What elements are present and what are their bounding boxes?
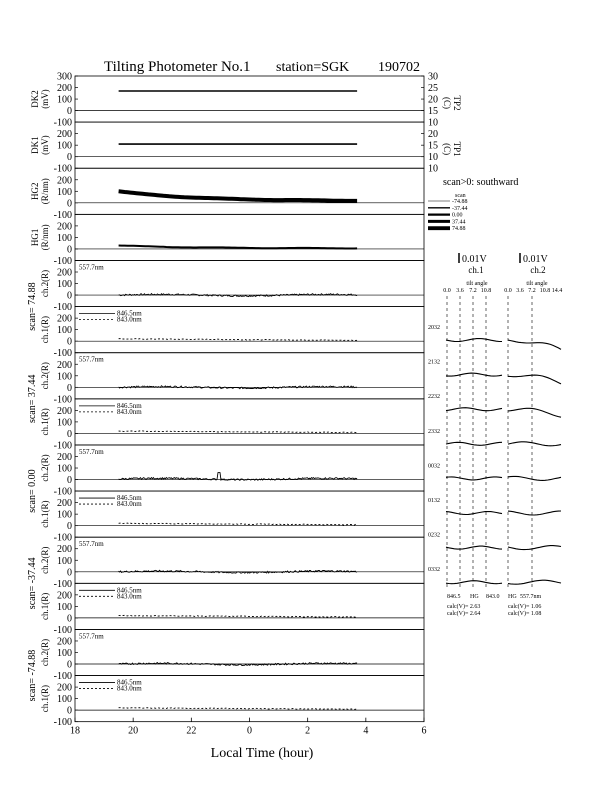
y-tick-label: -100: [53, 255, 72, 267]
chart-title: Tilting Photometer No.1: [104, 59, 251, 75]
legend-label: 843.0nm: [117, 315, 142, 324]
tilt-trace-ch1: [446, 373, 502, 376]
y-axis-label: ch.1(R): [40, 592, 50, 621]
data-line: [119, 473, 358, 481]
tilt-tick-label: 3.6: [516, 288, 524, 294]
y-tick-label: -100: [53, 117, 72, 129]
y-tick-label: -100: [53, 671, 72, 683]
x-tick-label: 0: [247, 725, 252, 737]
x-tick-label: 6: [421, 725, 427, 737]
right-tick-label: 10: [428, 163, 438, 175]
tilt-trace-ch2: [508, 408, 561, 417]
panel-3: [30, 168, 424, 221]
y-tick-label: 200: [57, 682, 72, 694]
tilt-angle-panel: [428, 253, 562, 617]
panel-frame: [75, 260, 424, 306]
tilt-bottom-label: 843.0: [486, 594, 500, 600]
legend-label: 846.5nm: [117, 401, 142, 410]
tilt-tick-label: 0.0: [443, 288, 451, 294]
scan-label: scan= -74.88: [27, 649, 38, 702]
tilt-trace-ch2: [508, 546, 561, 550]
x-tick-label: 2: [305, 725, 311, 737]
y-axis-unit: (mV): [40, 135, 50, 155]
tilt-trace-ch1: [446, 477, 502, 480]
y-tick-label: 0: [67, 198, 72, 210]
y-tick-label: 100: [57, 371, 72, 383]
tilt-trace-ch2: [508, 476, 561, 480]
y-tick-label: 0: [67, 613, 72, 625]
y-tick-label: 300: [57, 71, 72, 83]
legend-label: 843.0nm: [117, 592, 142, 601]
tilt-bottom-label: HG: [470, 594, 479, 600]
tilt-tick-label: 7.2: [469, 288, 477, 294]
tilt-row-label: 2032: [428, 325, 440, 331]
wavelength-note: 557.7nm: [79, 447, 104, 456]
panel-13: [40, 629, 424, 682]
x-tick-label: 4: [363, 725, 369, 737]
tilt-tick-label: 0.0: [504, 288, 512, 294]
y-axis-label: DK1: [30, 136, 40, 154]
calc-value: calc(V)= 2.63: [447, 604, 481, 610]
tilt-trace-ch1: [446, 512, 502, 515]
ch2-label: ch.2: [530, 265, 546, 275]
date-label: 190702: [378, 60, 420, 75]
legend-label: 843.0nm: [117, 684, 142, 693]
y-tick-label: 100: [57, 140, 72, 152]
y-tick-label: -100: [53, 624, 72, 636]
y-axis-label: ch.2(R): [40, 454, 50, 482]
panel-8: [40, 399, 424, 452]
scan-label: scan= 0.00: [27, 469, 38, 513]
panel-frame: [75, 353, 424, 399]
tilt-trace-ch2: [508, 375, 561, 384]
tilt-trace-ch2: [508, 580, 561, 584]
tilt-row-label: 2132: [428, 359, 440, 366]
y-axis-label: DK2: [30, 90, 40, 108]
tilt-trace-ch2: [508, 511, 561, 515]
right-tick-label: 20: [428, 94, 438, 106]
ch1-label: ch.1: [468, 265, 484, 275]
panel-frame: [75, 537, 424, 583]
y-tick-label: 0: [67, 475, 72, 487]
tilt-tick-label: 10.8: [539, 288, 551, 294]
y-tick-label: 100: [57, 279, 72, 291]
y-tick-label: 200: [57, 636, 72, 648]
y-tick-label: 100: [57, 555, 72, 567]
tilt-row-label: 0332: [428, 567, 440, 574]
y-tick-label: 100: [57, 94, 72, 106]
scan-legend-label: 37.44: [452, 219, 466, 226]
wavelength-note: 557.7nm: [79, 263, 104, 272]
right-tick-label: 30: [428, 71, 438, 83]
data-line: [119, 523, 358, 525]
y-tick-label: -100: [53, 209, 72, 221]
legend-label: 843.0nm: [117, 500, 142, 509]
y-tick-label: 100: [57, 463, 72, 475]
tilt-row-label: 2232: [428, 394, 440, 401]
legend-label: 846.5nm: [117, 586, 142, 595]
panel-5: [40, 260, 424, 313]
y-tick-label: 0: [67, 336, 72, 348]
y-tick-label: 200: [57, 267, 72, 279]
y-tick-label: 200: [57, 359, 72, 371]
y-tick-label: -100: [53, 394, 72, 406]
y-axis-label: ch.1(R): [40, 500, 50, 528]
y-tick-label: 100: [57, 417, 72, 429]
calc-value: calc(V)= 1.08: [508, 611, 542, 617]
y-tick-label: 0: [67, 382, 72, 394]
y-tick-label: 200: [57, 129, 72, 141]
y-tick-label: 100: [57, 232, 72, 244]
scan-direction-note: scan>0: southward: [443, 177, 519, 188]
panel-7: [40, 353, 424, 406]
panel-12: [40, 583, 424, 636]
panel-14: [40, 676, 424, 729]
y-axis-unit: (R/nm): [40, 178, 50, 205]
y-tick-label: -100: [53, 486, 72, 498]
data-line: [119, 386, 358, 389]
data-line: [119, 708, 358, 710]
wavelength-note: 557.7nm: [79, 540, 104, 549]
right-tick-label: 10: [428, 152, 438, 164]
legend-label: 846.5nm: [117, 309, 142, 318]
wavelength-note: 557.7nm: [79, 355, 104, 364]
data-line: [119, 191, 358, 201]
wavelength-note: 557.7nm: [79, 632, 104, 641]
y-tick-label: 200: [57, 175, 72, 187]
tilt-trace-ch2: [508, 442, 561, 446]
calc-value: calc(V)= 2.64: [447, 611, 481, 617]
y-axis-unit: (R/nm): [40, 224, 50, 251]
y-tick-label: 200: [57, 313, 72, 325]
y-tick-label: 0: [67, 521, 72, 533]
scan-legend-label: -37.44: [452, 205, 468, 212]
tilt-trace-ch1: [446, 339, 502, 342]
scale-ch2-label: 0.01V: [523, 254, 548, 265]
y-tick-label: 200: [57, 451, 72, 463]
y-tick-label: 0: [67, 290, 72, 302]
panel-frame: [75, 445, 424, 491]
calc-value: calc(V)= 1.06: [508, 604, 542, 610]
y-tick-label: 0: [67, 244, 72, 256]
y-tick-label: 100: [57, 509, 72, 521]
scan-label: scan= 74.88: [27, 282, 38, 331]
tilt-row-label: 0232: [428, 532, 440, 539]
y-tick-label: -100: [53, 532, 72, 544]
legend-label: 846.5nm: [117, 678, 142, 687]
scan-legend-label: 0.00: [452, 212, 463, 219]
x-tick-label: 20: [128, 725, 139, 737]
right-tick-label: 20: [428, 129, 438, 141]
tilt-row-label: 2332: [428, 428, 440, 435]
station-label: station=SGK: [276, 60, 350, 75]
y-tick-label: 100: [57, 694, 72, 706]
y-axis-label: ch.1(R): [40, 408, 50, 436]
x-axis: [70, 718, 427, 737]
y-tick-label: -100: [53, 302, 72, 314]
scale-ch1-label: 0.01V: [462, 254, 487, 265]
panel-frame: [75, 76, 424, 122]
y-tick-label: 200: [57, 590, 72, 602]
y-tick-label: 200: [57, 83, 72, 95]
right-axis-label: TP2: [452, 95, 462, 111]
tilt-bottom-label: HG: [508, 594, 517, 600]
right-tick-label: 15: [428, 106, 438, 118]
y-axis-label: ch.2(R): [40, 269, 50, 298]
scan-legend-label: 74.88: [452, 226, 466, 233]
panel-6: [40, 307, 424, 360]
data-line: [119, 246, 358, 249]
scan-label: scan= 37.44: [27, 374, 38, 424]
y-tick-label: 100: [57, 601, 72, 613]
x-tick-label: 22: [186, 725, 197, 737]
y-axis-label: ch.2(R): [40, 638, 50, 667]
y-tick-label: 100: [57, 325, 72, 337]
panel-frame: [75, 629, 424, 675]
legend-label: 846.5nm: [117, 494, 142, 503]
right-axis-unit: (C): [442, 97, 452, 110]
y-tick-label: 200: [57, 405, 72, 417]
y-tick-label: -100: [53, 717, 72, 729]
y-tick-label: 200: [57, 498, 72, 510]
tilt-bottom-label: 846.5: [447, 594, 461, 600]
right-axis-label: TP1: [452, 141, 462, 157]
scan-legend: [428, 177, 518, 232]
panel-frame: [75, 122, 424, 168]
y-tick-label: 0: [67, 428, 72, 440]
tilt-tick-label: 3.6: [456, 288, 464, 294]
y-tick-label: -100: [53, 578, 72, 590]
scan-label: scan= -37.44: [27, 557, 38, 610]
y-axis-label: HG1: [30, 228, 40, 247]
tilt-row-label: 0132: [428, 498, 440, 504]
tilt-label-ch2: tilt angle: [526, 281, 548, 287]
x-tick-label: 18: [70, 725, 80, 737]
y-axis-label: ch.2(R): [40, 362, 50, 390]
data-line: [119, 615, 358, 617]
y-axis-unit: (mV): [40, 89, 50, 109]
y-tick-label: 100: [57, 648, 72, 659]
y-tick-label: 0: [67, 705, 72, 717]
y-tick-label: 0: [67, 659, 72, 671]
y-tick-label: 100: [57, 186, 72, 198]
panel-9: [40, 445, 424, 498]
panel-frame: [75, 214, 424, 260]
tilt-trace-ch1: [446, 581, 502, 584]
legend-label: 843.0nm: [117, 407, 142, 416]
tilt-trace-ch2: [508, 340, 561, 349]
y-axis-label: ch.1(R): [40, 316, 50, 344]
panel-4: [30, 214, 424, 267]
y-tick-label: -100: [53, 348, 72, 360]
scan-legend-label: -74.88: [452, 199, 468, 205]
right-axis-unit: (C): [442, 143, 452, 156]
tilt-tick-label: 7.2: [528, 288, 536, 294]
panel-10: [40, 491, 424, 544]
right-tick-label: 25: [428, 83, 438, 95]
right-tick-label: 10: [428, 117, 438, 129]
y-tick-label: -100: [53, 440, 72, 452]
x-axis-label: Local Time (hour): [210, 746, 314, 761]
tilt-bottom-label: 557.7nm: [520, 594, 542, 600]
tilt-trace-ch1: [446, 442, 502, 445]
y-tick-label: 0: [67, 567, 72, 579]
tilt-label-ch1: tilt angle: [466, 281, 488, 287]
data-line: [119, 431, 358, 433]
y-tick-label: 0: [67, 106, 72, 118]
tilt-trace-ch1: [446, 546, 502, 549]
y-tick-label: 200: [57, 221, 72, 233]
y-tick-label: 200: [57, 544, 72, 556]
panel-2: [30, 122, 462, 175]
y-tick-label: 0: [67, 152, 72, 164]
y-axis-label: ch.2(R): [40, 546, 50, 574]
panel-1: [30, 72, 462, 129]
panel-11: [40, 537, 424, 590]
right-tick-label: 15: [428, 140, 438, 152]
panel-stack: [27, 72, 462, 729]
tilt-tick-label: 14.4: [551, 288, 563, 294]
y-tick-label: -100: [53, 163, 72, 175]
tilt-trace-ch1: [446, 408, 502, 411]
scan-legend-heading: scan: [455, 193, 466, 199]
tilt-tick-label: 10.8: [480, 288, 492, 294]
y-axis-label: ch.1(R): [40, 684, 50, 713]
tilt-row-label: 0032: [428, 463, 440, 470]
y-axis-label: HG2: [30, 182, 40, 201]
data-line: [119, 339, 358, 341]
